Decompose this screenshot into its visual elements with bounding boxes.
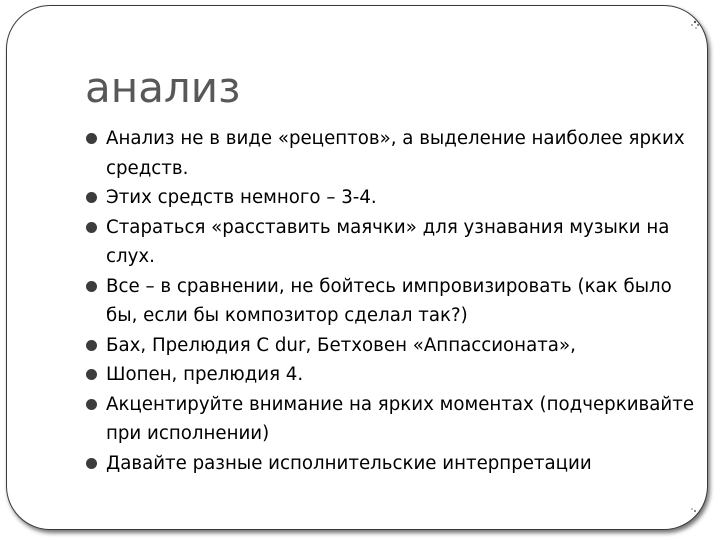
bullet-icon (86, 340, 97, 351)
bullet-text: Стараться «расставить маячки» для узнавания музыки на слух. (106, 216, 670, 267)
bullet-item (85, 360, 695, 390)
corner-dots-decoration (677, 499, 707, 529)
bullet-icon (86, 133, 97, 144)
bullet-icon (86, 222, 97, 233)
bullet-item (85, 449, 695, 479)
bullet-icon (86, 399, 97, 410)
bullet-item (85, 213, 695, 272)
corner-dots-decoration (677, 6, 707, 36)
bullet-text: Акцентируйте внимание на ярких моментах (подчеркивайте при исполнении) (106, 393, 695, 444)
bullet-icon (86, 369, 97, 380)
bullet-text: Анализ не в виде «рецептов», а выделение наиболее ярких средств. (106, 128, 685, 179)
bullet-text: Давайте разные исполнительские интерпретации (106, 452, 592, 474)
bullet-icon (86, 458, 97, 469)
bullet-item (85, 183, 695, 213)
bullet-item (85, 390, 695, 449)
slide-title: анализ (85, 63, 241, 112)
bullet-icon (86, 192, 97, 203)
bullet-icon (86, 281, 97, 292)
bullet-list (85, 124, 695, 478)
bullet-text: Шопен, прелюдия 4. (106, 364, 304, 385)
bullet-text: Все – в сравнении, не бойтесь импровизировать (как было бы, если бы композитор сделал так?) (106, 275, 672, 326)
bullet-text: Бах, Прелюдия С dur, Бетховен «Аппассионата», (106, 334, 576, 356)
bullet-item (85, 272, 695, 331)
bullet-item (85, 124, 695, 183)
bullet-text: Этих средств немного – 3-4. (106, 187, 377, 208)
slide-frame (6, 5, 708, 530)
bullet-item (85, 331, 695, 361)
